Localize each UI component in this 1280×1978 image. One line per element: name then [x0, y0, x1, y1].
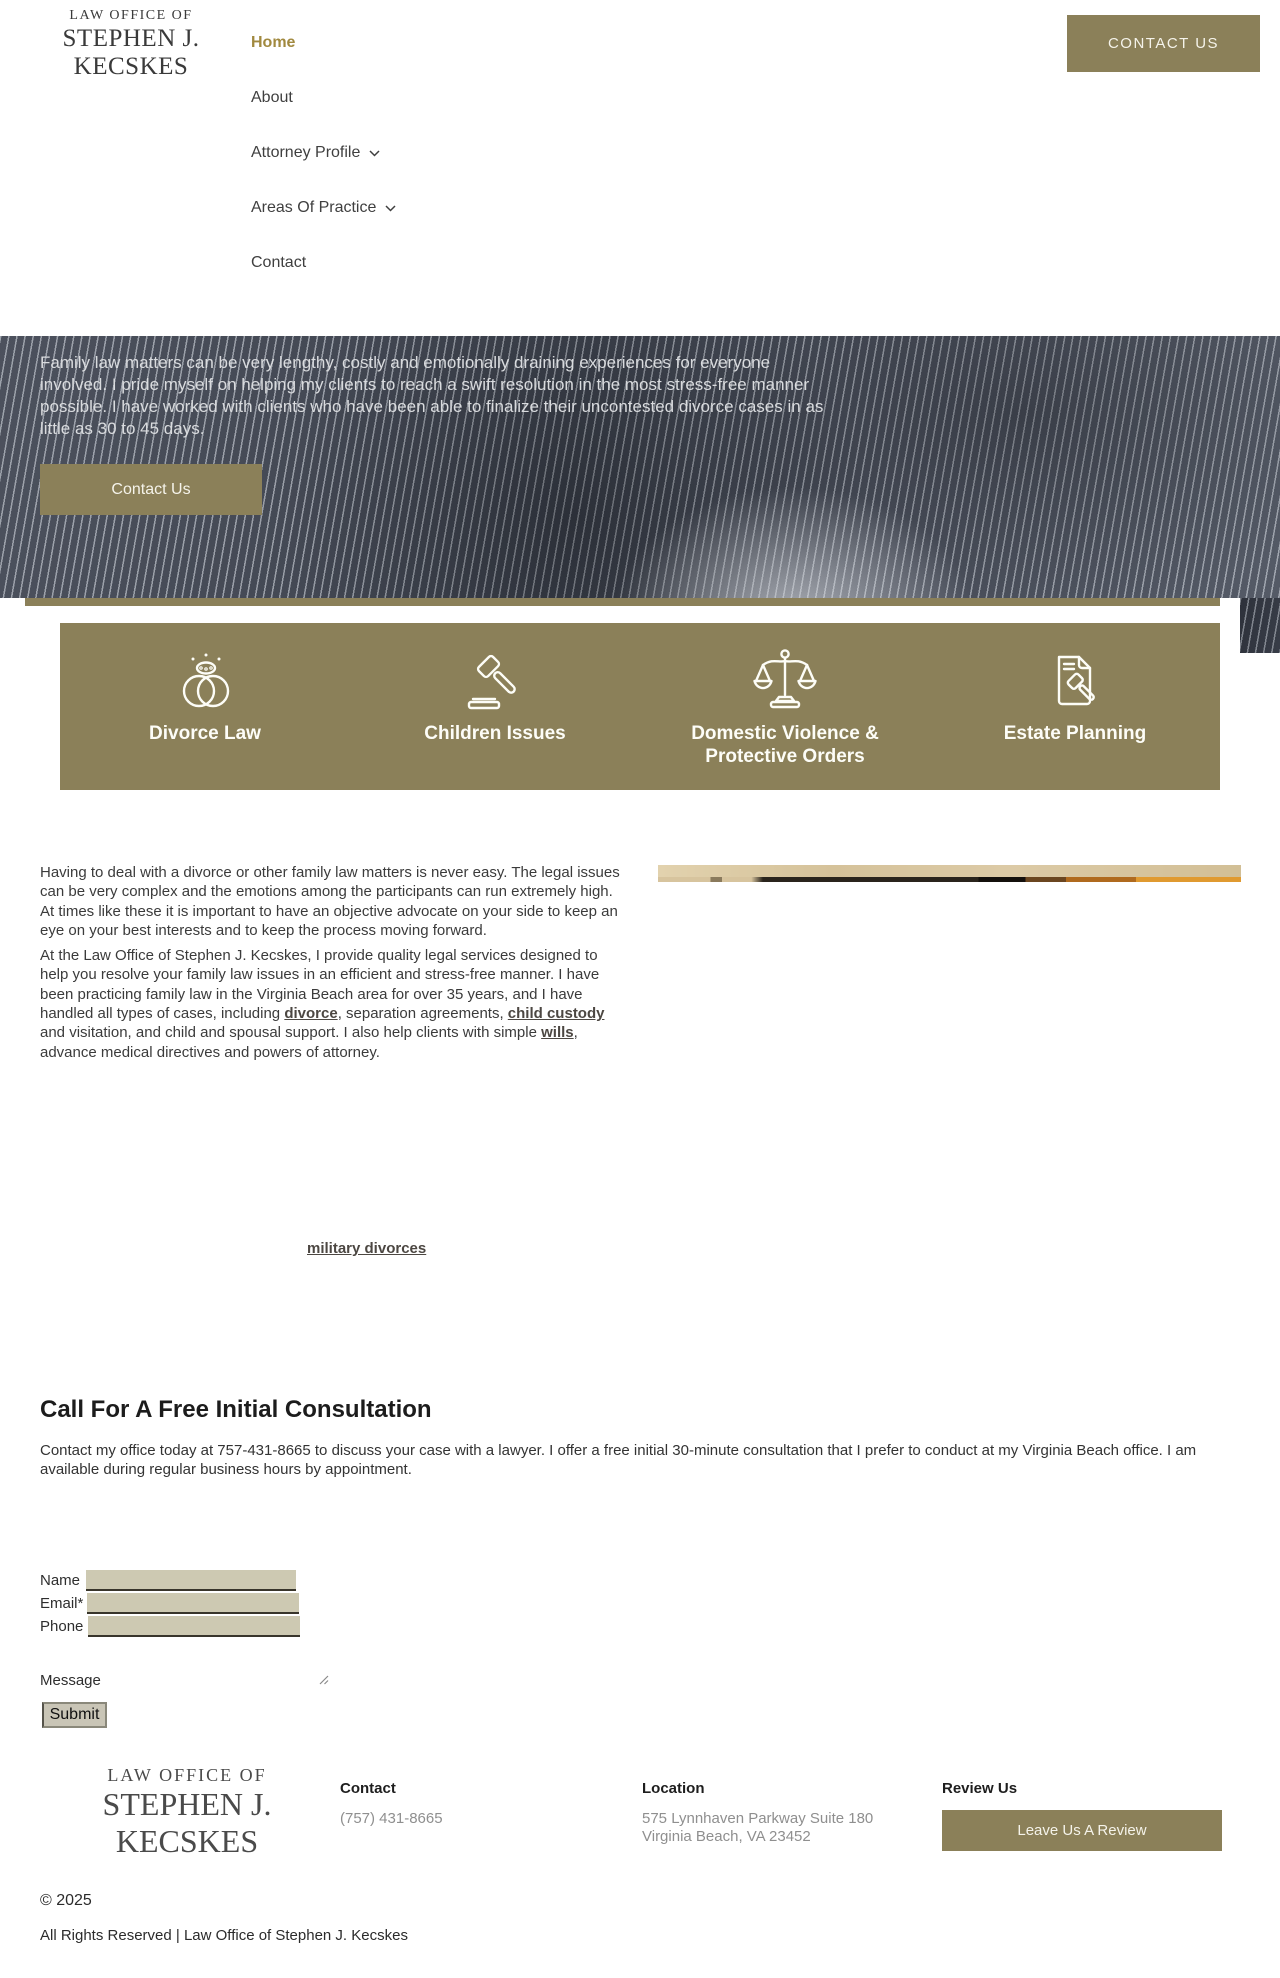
nav-item-home[interactable]	[251, 34, 396, 52]
nav-label: Areas Of Practice	[251, 199, 377, 216]
footer-contact-column	[340, 1780, 443, 1828]
nav-item-attorney-profile[interactable]	[251, 144, 396, 162]
main-nav	[251, 34, 396, 272]
message-field[interactable]	[110, 1668, 316, 1688]
name-field[interactable]	[86, 1570, 296, 1591]
nav-label: Attorney Profile	[251, 144, 361, 161]
email-field[interactable]	[87, 1593, 299, 1614]
child-custody-link[interactable]: child custody	[507, 1005, 605, 1023]
service-label: Estate Planning	[1003, 723, 1147, 744]
phone-label: Phone	[40, 1618, 84, 1635]
hero-section	[0, 336, 1280, 598]
service-label: Domestic Violence & Protective Orders	[691, 723, 879, 767]
nav-item-areas-of-practice[interactable]	[251, 199, 396, 217]
name-label: Name	[40, 1572, 81, 1589]
footer-location-column	[642, 1780, 873, 1846]
footer-address	[642, 1810, 873, 1846]
address-line2: Virginia Beach, VA 23452	[642, 1828, 811, 1845]
consultation-body: Contact my office today at 757-431-8665 to discuss your case with a lawyer. I offer a free initial 30-minute consultation that I prefer to conduct at my Virginia Beach office. I am available during regular business hours by appointment.	[40, 1442, 1197, 1478]
footer-phone[interactable]: (757) 431-8665	[340, 1810, 443, 1827]
service-domestic-violence[interactable]	[640, 623, 930, 790]
nav-item-contact[interactable]	[251, 254, 396, 272]
site-logo[interactable]	[13, 8, 249, 81]
intro-text: , separation agreements,	[337, 1005, 508, 1023]
hero-image-edge	[1240, 598, 1280, 653]
service-label: Children Issues	[424, 723, 566, 744]
leave-review-button[interactable]: Leave Us A Review	[942, 1810, 1222, 1851]
textarea-resize-handle[interactable]	[318, 1672, 329, 1690]
chevron-down-icon	[369, 150, 380, 157]
form-row-phone	[40, 1616, 300, 1637]
contact-us-button[interactable]: CONTACT US	[1067, 15, 1260, 72]
service-estate-planning[interactable]	[930, 623, 1220, 790]
hero-divider	[25, 598, 1220, 606]
nav-label: Contact	[251, 254, 307, 271]
footer-location-title: Location	[642, 1780, 705, 1797]
address-line1: 575 Lynnhaven Parkway Suite 180	[642, 1810, 874, 1827]
footer-logo[interactable]	[34, 1765, 340, 1860]
service-children-issues[interactable]	[350, 623, 640, 790]
intro-paragraph-1: Having to deal with a divorce or other family law matters is never easy. The legal issues can be very complex and the emotions among the participants can run extremely high. At times like these it is important to have an objective advocate on your side to keep an eye on your best interests and to keep the process moving forward.	[40, 864, 620, 939]
consultation-title: Call For A Free Initial Consultation	[40, 1396, 432, 1423]
office-photo	[658, 865, 1241, 882]
hero-contact-button[interactable]: Contact Us	[40, 464, 262, 515]
footer-contact-title: Contact	[340, 1780, 396, 1797]
nav-label: Home	[251, 34, 296, 51]
hero-text: Family law matters can be very lengthy, costly and emotionally draining experiences for everyone involved. I pride myself on helping my clients to reach a swift resolution in the most stress-free manner possible. I have worked with clients who have been able to finalize their uncontested divorce cases in as little as 30 to 45 days.	[40, 353, 824, 438]
rings-icon	[171, 645, 239, 713]
scales-icon	[749, 645, 821, 713]
intro-copy	[40, 863, 628, 1062]
intro-paragraph-2	[40, 946, 628, 1062]
footer-logo-line2: STEPHEN J. KECSKES	[102, 1786, 272, 1859]
chevron-down-icon	[385, 205, 396, 212]
footer-review-column	[942, 1780, 1222, 1851]
intro-text: and visitation, and child and spousal support. I also help clients with simple	[40, 1024, 542, 1042]
military-divorces-link[interactable]: military divorces	[307, 1240, 427, 1257]
gavel-icon	[461, 645, 529, 713]
footer-review-title: Review Us	[942, 1780, 1018, 1797]
divorce-link[interactable]: divorce	[284, 1005, 338, 1023]
rights-line: All Rights Reserved | Law Office of Stephen J. Kecskes	[40, 1927, 408, 1944]
form-row-email	[40, 1593, 299, 1614]
logo-line1: LAW OFFICE OF	[69, 8, 193, 23]
practice-areas-band	[60, 623, 1220, 790]
nav-label: About	[251, 89, 293, 106]
copyright: © 2025	[40, 1892, 92, 1909]
form-row-name	[40, 1570, 296, 1591]
email-label: Email*	[40, 1595, 84, 1612]
submit-button[interactable]: Submit	[42, 1702, 107, 1728]
logo-line2: STEPHEN J. KECSKES	[62, 25, 200, 80]
document-gavel-icon	[1041, 645, 1109, 713]
nav-item-about[interactable]	[251, 89, 396, 107]
wills-link[interactable]: wills	[541, 1024, 574, 1042]
service-label: Divorce Law	[149, 723, 261, 744]
footer-logo-line1: LAW OFFICE OF	[107, 1765, 267, 1785]
intro-text: At the Law Office of Stephen J. Kecskes, I provide quality legal services designed to help you resolve your family law issues in an efficient and stress-free manner. I have been practicing family law in the Virginia Beach area for over 35 years, and I have handled all types of cases, including	[40, 947, 600, 1023]
service-divorce-law[interactable]	[60, 623, 350, 790]
intro-text: , advance medical directives and powers of attorney.	[40, 1024, 578, 1061]
message-label: Message	[40, 1672, 101, 1689]
phone-field[interactable]	[88, 1616, 300, 1637]
